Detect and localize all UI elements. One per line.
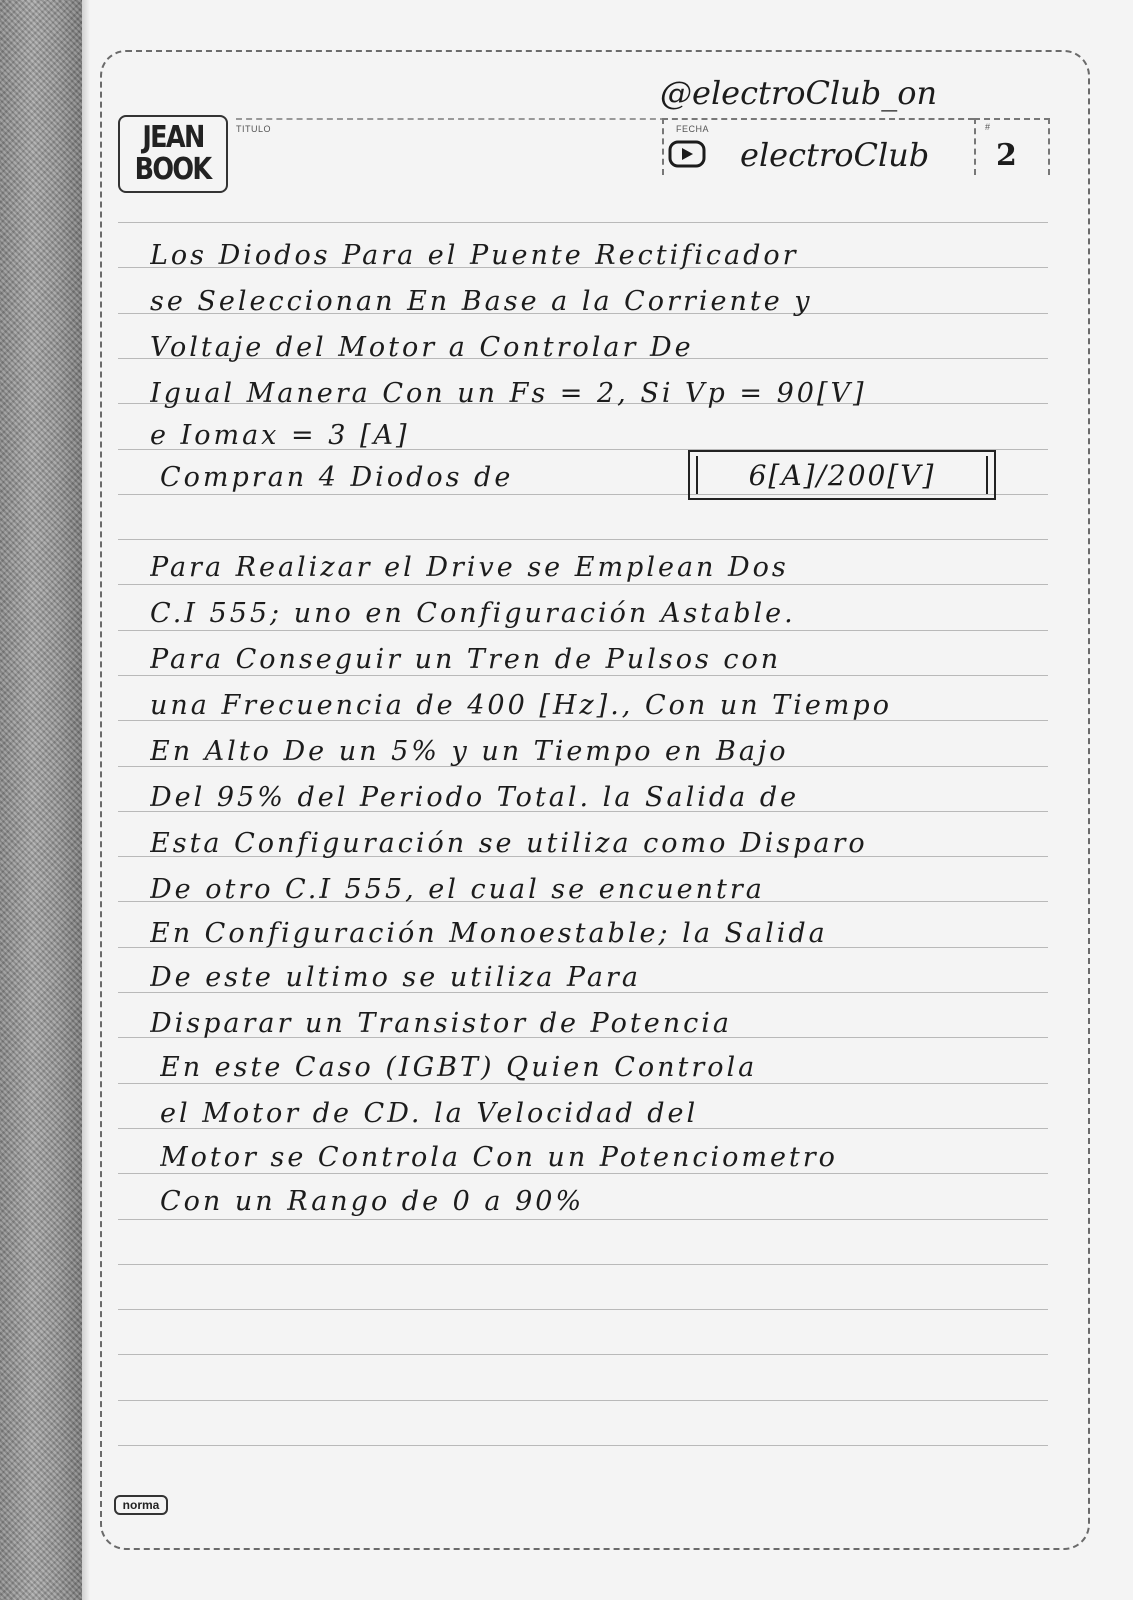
text-line: Igual Manera Con un Fs = 2, Si Vp = 90[V] (150, 378, 867, 409)
brand-line-1: JEAN (142, 120, 204, 155)
text-line: el Motor de CD. la Velocidad del (160, 1098, 699, 1129)
ruled-line (118, 584, 1048, 585)
text-line: e Iomax = 3 [A] (150, 420, 410, 451)
ruled-line (118, 675, 1048, 676)
text-line: De otro C.I 555, el cual se encuentra (150, 874, 765, 905)
ruled-line (118, 1219, 1048, 1220)
text-line: Disparar un Transistor de Potencia (150, 1008, 732, 1039)
text-line: En este Caso (IGBT) Quien Controla (160, 1052, 758, 1083)
ruled-line (118, 222, 1048, 223)
ruled-line (118, 1173, 1048, 1174)
ruled-line (118, 1264, 1048, 1265)
text-line: Con un Rango de 0 a 90% (160, 1186, 585, 1217)
brand-line-2: BOOK (135, 152, 211, 187)
text-line: Compran 4 Diodos de (160, 462, 514, 493)
youtube-icon (668, 140, 706, 168)
ruled-line (118, 1445, 1048, 1446)
text-line: En Alto De un 5% y un Tiempo en Bajo (150, 736, 789, 767)
diode-spec-box: 6[A]/200[V] (688, 450, 996, 500)
text-line: Para Conseguir un Tren de Pulsos con (150, 644, 782, 675)
norma-logo: norma (114, 1495, 168, 1515)
title-dash-line (236, 118, 666, 120)
text-line: C.I 555; uno en Configuración Astable. (150, 598, 796, 629)
spine-edge (82, 0, 90, 1600)
ruled-line (118, 1309, 1048, 1310)
page-number: 2 (996, 138, 1017, 173)
text-line: Del 95% del Periodo Total. la Salida de (150, 782, 800, 813)
ruled-line (118, 1354, 1048, 1355)
ruled-line (118, 1083, 1048, 1084)
text-line: una Frecuencia de 400 [Hz]., Con un Tiempo (150, 690, 892, 721)
text-line: Motor se Controla Con un Potenciometro (160, 1142, 838, 1173)
ruled-line (118, 539, 1048, 540)
text-line: En Configuración Monoestable; la Salida (150, 918, 828, 949)
youtube-handle: electroClub (740, 136, 930, 174)
number-label: # (985, 122, 991, 132)
instagram-handle: @electroClub_on (660, 74, 938, 112)
text-line: De este ultimo se utiliza Para (150, 962, 641, 993)
notebook-spine (0, 0, 82, 1600)
ruled-line (118, 630, 1048, 631)
text-line: Para Realizar el Drive se Emplean Dos (150, 552, 789, 583)
ruled-line (118, 1400, 1048, 1401)
fecha-label: FECHA (676, 124, 710, 134)
text-line: Voltaje del Motor a Controlar De (150, 332, 694, 363)
text-line: se Seleccionan En Base a la Corriente y (150, 286, 813, 317)
titulo-label: TITULO (236, 124, 272, 134)
text-line: Los Diodos Para el Puente Rectificador (150, 240, 799, 271)
text-line: Esta Configuración se utiliza como Disparo (150, 828, 868, 859)
jean-book-logo (118, 115, 228, 193)
